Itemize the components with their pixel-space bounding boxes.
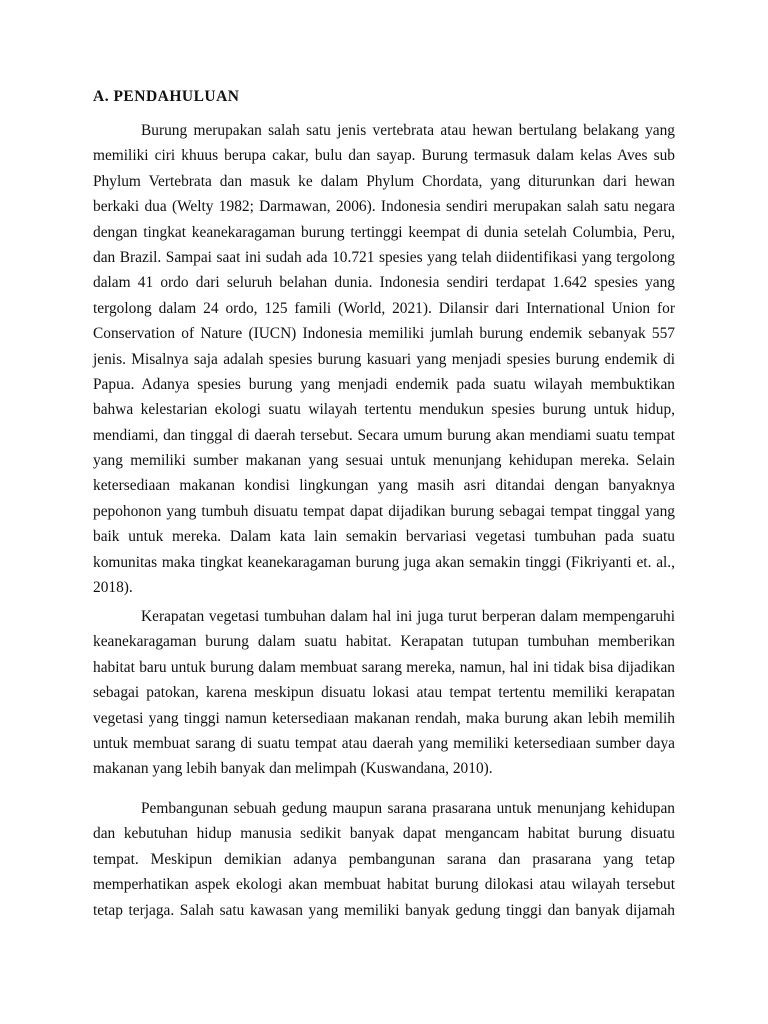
paragraph-line: Papua. Adanya spesies burung yang menjadi endemik pada suatu wilayah membuktikan: [93, 375, 675, 393]
paragraph-line: dalam 41 ordo dari seluruh belahan dunia. Indonesia sendiri terdapat 1.642 spesies yang: [93, 274, 675, 292]
paragraph-line: ketersediaan makanan kondisi lingkungan yang masih asri ditandai dengan banyaknya: [93, 477, 675, 495]
paragraph-line: bahwa kelestarian ekologi suatu wilayah tertentu mendukun spesies burung untuk hidup,: [93, 401, 675, 419]
paragraph-line: dan Brazil. Sampai saat ini sudah ada 10.721 spesies yang telah diidentifikasi yang tergolong: [93, 248, 675, 266]
paragraph-line: memiliki ciri khuus berupa cakar, bulu dan sayap. Burung termasuk dalam kelas Aves sub: [93, 147, 675, 165]
paragraph-line: komunitas maka tingkat keanekaragaman burung juga akan semakin tinggi (Fikriyanti et. al.,: [93, 553, 675, 571]
paragraph-line: tetap terjaga. Salah satu kawasan yang memiliki banyak gedung tinggi dan banyak dijamah: [93, 901, 675, 919]
paragraph-line: habitat baru untuk burung dalam membuat sarang mereka, namun, hal ini tidak bisa dijadikan: [93, 658, 675, 676]
paragraph-line: Burung merupakan salah satu jenis vertebrata atau hewan bertulang belakang yang: [141, 122, 675, 139]
paragraph-line: yang memiliki sumber makanan yang sesuai untuk menunjang kehidupan mereka. Selain: [93, 452, 675, 470]
paragraph-line: 2018).: [93, 579, 133, 597]
paragraph-line: vegetasi yang tinggi namun ketersediaan makanan rendah, maka burung akan lebih memilih: [93, 709, 675, 727]
paragraph-line: Pembangunan sebuah gedung maupun sarana prasarana untuk menunjang kehidupan: [141, 800, 675, 817]
paragraph-line: memperhatikan aspek ekologi akan membuat habitat burung dilokasi atau wilayah tersebut: [93, 876, 675, 894]
paragraph-line: mendiami, dan tinggal di daerah tersebut. Secara umum burung akan mendiami suatu tempat: [93, 426, 675, 444]
section-heading: A. PENDAHULUAN: [93, 88, 240, 105]
paragraph-line: tergolong dalam 24 ordo, 125 famili (World, 2021). Dilansir dari International Union for: [93, 299, 675, 317]
paragraph-line: jenis. Misalnya saja adalah spesies burung kasuari yang menjadi spesies burung endemik di: [93, 350, 675, 368]
paragraph-line: Conservation of Nature (IUCN) Indonesia memiliki jumlah burung endemik sebanyak 557: [93, 325, 675, 343]
paragraph-line: Kerapatan vegetasi tumbuhan dalam hal ini juga turut berperan dalam mempengaruhi: [141, 608, 675, 625]
paragraph-line: tempat. Meskipun demikian adanya pembangunan sarana dan prasarana yang tetap: [93, 850, 675, 868]
paragraph-line: untuk membuat sarang di suatu tempat atau daerah yang memiliki ketersediaan sumber daya: [93, 734, 675, 752]
paragraph-2: [93, 604, 675, 782]
paragraph-line: baik untuk mereka. Dalam kata lain semakin bervariasi vegetasi tumbuhan pada suatu: [93, 528, 675, 546]
paragraph-line: dengan tingkat keanekaragaman burung tertinggi keempat di dunia setelah Columbia, Peru,: [93, 223, 675, 241]
paragraph-line: dan kebutuhan hidup manusia sedikit banyak dapat mengancam habitat burung disuatu: [93, 825, 675, 843]
paragraph-3: [93, 796, 675, 923]
paragraph-line: makanan yang lebih banyak dan melimpah (Kuswandana, 2010).: [93, 760, 493, 778]
paragraph-line: keanekaragaman burung dalam suatu habitat. Kerapatan tutupan tumbuhan memberikan: [93, 633, 675, 651]
paragraph-1: [93, 118, 675, 600]
paragraph-line: Phylum Vertebrata dan masuk ke dalam Phylum Chordata, yang diturunkan dari hewan: [93, 172, 675, 190]
paragraph-line: pepohonon yang tumbuh disuatu tempat dapat dijadikan burung sebagai tempat tinggal yang: [93, 502, 675, 520]
paragraph-line: sebagai patokan, karena meskipun disuatu lokasi atau tempat tertentu memiliki kerapatan: [93, 684, 675, 702]
paragraph-line: berkaki dua (Welty 1982; Darmawan, 2006). Indonesia sendiri merupakan salah satu negara: [93, 198, 675, 216]
